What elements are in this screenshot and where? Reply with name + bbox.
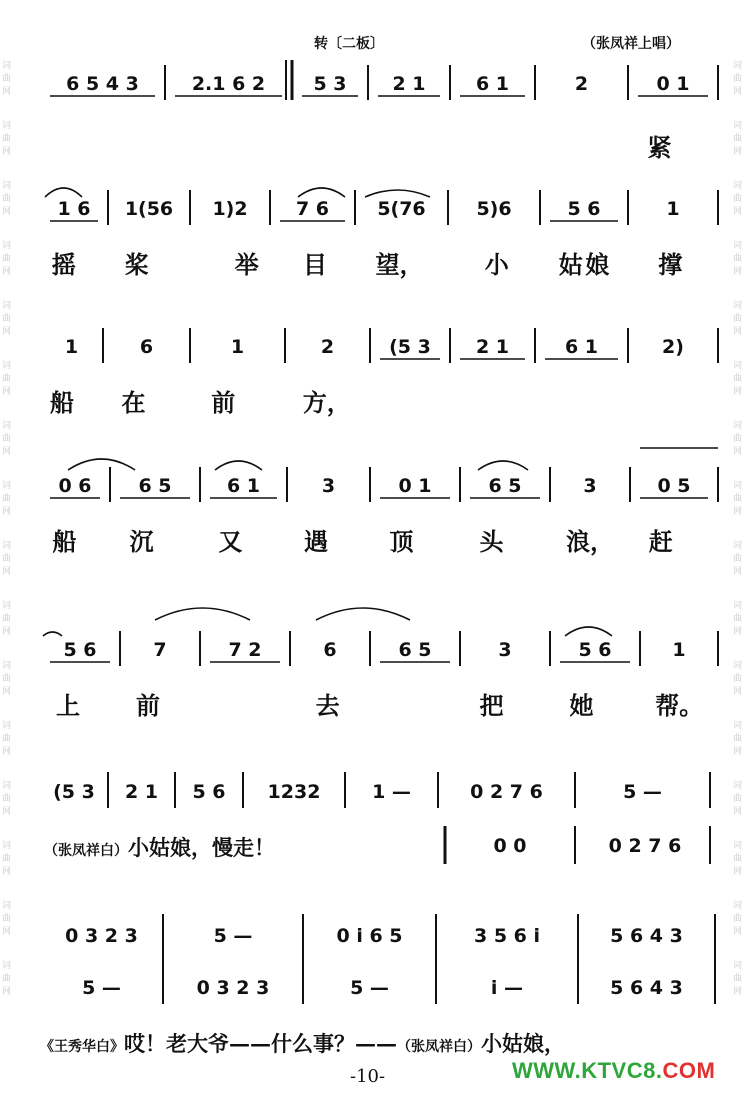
watermark-char: 曲 xyxy=(733,314,743,324)
note-group: 0 6 xyxy=(58,475,92,497)
watermark-char: 网 xyxy=(733,507,743,517)
watermark-char: 网 xyxy=(733,747,743,757)
slur xyxy=(298,188,345,197)
lyric-char: 赶 xyxy=(648,527,673,556)
note-group: 6 xyxy=(323,639,337,661)
watermark-char: 词 xyxy=(733,421,743,431)
singer-cue-label: （张凤祥上唱） xyxy=(582,36,680,52)
watermark-char: 曲 xyxy=(733,434,743,444)
watermark-char: 曲 xyxy=(2,374,12,384)
note-group: 3 5 6 i xyxy=(473,925,541,947)
footer-text-2: 小姑娘， xyxy=(481,1031,565,1056)
note-group: 5 6 xyxy=(567,198,601,220)
watermark-char: 网 xyxy=(2,807,12,817)
note-group: 5 — xyxy=(213,925,253,947)
note-group: 0 2 7 6 xyxy=(470,781,543,803)
site-watermark-tail: COM xyxy=(662,1058,716,1083)
watermark-char: 曲 xyxy=(733,974,743,984)
lyric-char: 帮。 xyxy=(655,691,704,720)
watermark-char: 网 xyxy=(733,567,743,577)
slur xyxy=(155,608,250,620)
watermark-char: 网 xyxy=(2,447,12,457)
watermark-char: 词 xyxy=(733,841,743,851)
watermark-char: 网 xyxy=(2,627,12,637)
note-group: 5 — xyxy=(82,977,121,999)
slur xyxy=(215,461,262,470)
watermark-char: 网 xyxy=(733,807,743,817)
watermark-char: 词 xyxy=(2,901,12,911)
watermark-char: 曲 xyxy=(2,134,12,144)
lyric-char: 在 xyxy=(121,388,146,417)
watermark-char: 曲 xyxy=(733,194,743,204)
watermark-char: 曲 xyxy=(2,614,12,624)
watermark-char: 曲 xyxy=(2,434,12,444)
watermark-char: 词 xyxy=(733,301,743,311)
watermark-char: 曲 xyxy=(2,674,12,684)
watermark-char: 词 xyxy=(2,661,12,671)
note-group: 2.1 6 2 xyxy=(191,73,266,95)
watermark-char: 网 xyxy=(2,87,12,97)
lyric-char: 前 xyxy=(211,388,236,417)
watermark-char: 网 xyxy=(2,327,12,337)
note-group: 6 5 xyxy=(488,475,522,497)
note-group: 6 1 xyxy=(564,336,599,358)
note-group: 0 3 2 3 xyxy=(196,977,270,999)
slur xyxy=(316,608,410,620)
watermark-char: 网 xyxy=(733,687,743,697)
watermark-char: 词 xyxy=(2,301,12,311)
lyric-char: 娘 xyxy=(585,250,610,279)
tempo-change-label: 转〔二板〕 xyxy=(314,36,384,52)
note-group: 1(56 xyxy=(124,198,174,220)
watermark-char: 词 xyxy=(733,241,743,251)
footer-speaker-2: （张凤祥白） xyxy=(397,1039,481,1055)
lyric-char: 去 xyxy=(315,691,340,720)
watermark-char: 曲 xyxy=(2,734,12,744)
note-group: 2 xyxy=(320,336,335,358)
watermark-char: 词 xyxy=(2,781,12,791)
lyric-char: 桨 xyxy=(124,250,149,279)
note-group: 1232 xyxy=(267,781,321,803)
footer-text-1: 哎！老大爷——什么事？—— xyxy=(124,1031,397,1056)
note-group: 0 5 xyxy=(657,475,691,497)
slur xyxy=(565,627,612,636)
note-group: 3 xyxy=(321,475,336,497)
watermark-char: 曲 xyxy=(733,374,743,384)
note-group: 0 3 2 3 xyxy=(65,925,138,947)
note-group: 0 0 xyxy=(493,835,527,857)
lyric-char: 望， xyxy=(375,250,424,279)
lyric-char: 撑 xyxy=(658,250,683,279)
lyric-char: 沉 xyxy=(129,527,154,556)
note-group: 6 1 xyxy=(226,475,261,497)
watermark-char: 曲 xyxy=(2,194,12,204)
watermark-char: 词 xyxy=(733,481,743,491)
watermark-char: 网 xyxy=(733,867,743,877)
watermark-char: 网 xyxy=(2,147,12,157)
watermark-char: 词 xyxy=(2,961,12,971)
lyric-char: 前 xyxy=(136,691,160,720)
note-group: 5 6 4 3 xyxy=(610,925,683,947)
note-group: 1 — xyxy=(372,781,411,803)
watermark-char: 曲 xyxy=(2,854,12,864)
watermark-char: 词 xyxy=(733,541,743,551)
watermark-char: 网 xyxy=(2,567,12,577)
slur xyxy=(43,632,62,636)
note-group: 5 6 xyxy=(192,781,226,803)
watermark-char: 曲 xyxy=(2,914,12,924)
watermark-char: 网 xyxy=(733,267,743,277)
note-group: 5 6 4 3 xyxy=(610,977,683,999)
lyric-char: 把 xyxy=(479,691,504,720)
lyric-char: 顶 xyxy=(389,527,414,556)
watermark-char: 词 xyxy=(2,121,12,131)
note-group: 1 xyxy=(64,336,79,358)
lyric-char: 姑 xyxy=(558,250,583,279)
watermark-char: 曲 xyxy=(733,134,743,144)
lyric-char: 又 xyxy=(218,527,243,556)
note-group: 5 3 xyxy=(313,73,347,95)
note-group: 6 5 xyxy=(138,475,172,497)
watermark-char: 词 xyxy=(733,361,743,371)
lyric-char: 她 xyxy=(569,691,594,720)
watermark-char: 曲 xyxy=(733,554,743,564)
watermark-char: 曲 xyxy=(2,314,12,324)
watermark-char: 词 xyxy=(2,241,12,251)
watermark-char: 词 xyxy=(733,901,743,911)
watermark-char: 词 xyxy=(733,781,743,791)
watermark-char: 词 xyxy=(2,721,12,731)
note-group: 2 1 xyxy=(124,781,159,803)
dialogue-speaker: （张凤祥白） xyxy=(44,843,128,859)
watermark-char: 网 xyxy=(733,927,743,937)
lyric-char: 浪， xyxy=(566,527,614,556)
watermark-char: 网 xyxy=(733,627,743,637)
lyric-char: 头 xyxy=(479,527,504,556)
watermark-char: 曲 xyxy=(2,494,12,504)
watermark-char: 曲 xyxy=(733,674,743,684)
lyric-char: 船 xyxy=(52,527,77,556)
note-group: 5)6 xyxy=(476,198,512,220)
watermark-char: 词 xyxy=(733,601,743,611)
watermark-char: 曲 xyxy=(2,554,12,564)
note-group: 5 6 xyxy=(578,639,612,661)
note-group: 7 2 xyxy=(228,639,262,661)
lyric-char: 船 xyxy=(50,388,75,417)
watermark-char: 网 xyxy=(2,207,12,217)
note-group: 0 1 xyxy=(656,73,690,95)
note-group: 1 6 xyxy=(57,198,91,220)
watermark-char: 曲 xyxy=(733,74,743,84)
note-group: 1)2 xyxy=(212,198,248,220)
watermark-char: 网 xyxy=(2,507,12,517)
note-group: 2 1 xyxy=(475,336,510,358)
page-number: -10- xyxy=(350,1066,386,1087)
watermark-char: 网 xyxy=(733,327,743,337)
slur xyxy=(478,461,528,470)
watermark-char: 曲 xyxy=(733,254,743,264)
slur xyxy=(68,459,135,470)
lyric-char: 举 xyxy=(234,250,259,279)
watermark-char: 词 xyxy=(2,601,12,611)
lyric-char: 摇 xyxy=(51,250,76,279)
watermark-char: 网 xyxy=(733,387,743,397)
note-group: i — xyxy=(490,977,524,999)
watermark-char: 词 xyxy=(2,841,12,851)
note-group: (5 3 xyxy=(53,781,95,803)
footer-dialogue xyxy=(40,1028,565,1058)
watermark-char: 网 xyxy=(2,687,12,697)
watermark-char: 词 xyxy=(733,721,743,731)
site-watermark-main: WWW.KTVC8. xyxy=(512,1058,663,1083)
note-group: 1 xyxy=(230,336,245,358)
note-group: 6 1 xyxy=(475,73,510,95)
note-group: 6 5 4 3 xyxy=(66,73,139,95)
site-watermark-logo xyxy=(512,1058,715,1084)
watermark-char: 网 xyxy=(2,987,12,997)
lyric-char: 目 xyxy=(303,250,328,279)
note-group: 1 xyxy=(672,639,686,661)
lyric-char: 小 xyxy=(484,250,509,279)
watermark-char: 词 xyxy=(2,61,12,71)
watermark-char: 网 xyxy=(733,207,743,217)
watermark-char: 网 xyxy=(2,267,12,277)
watermark-char: 词 xyxy=(2,541,12,551)
watermark-char: 词 xyxy=(733,61,743,71)
note-group: 2 xyxy=(574,73,589,95)
note-group: 7 xyxy=(153,639,167,661)
watermark-char: 曲 xyxy=(2,254,12,264)
watermark-char: 曲 xyxy=(733,614,743,624)
watermark-char: 词 xyxy=(733,181,743,191)
watermark-char: 词 xyxy=(2,421,12,431)
note-group: 0 2 7 6 xyxy=(608,835,682,857)
slur xyxy=(365,190,430,197)
watermark-char: 曲 xyxy=(733,734,743,744)
watermark-char: 网 xyxy=(2,867,12,877)
note-group: 2 1 xyxy=(392,73,426,95)
slur xyxy=(45,188,82,197)
note-group: 5(76 xyxy=(377,198,426,220)
watermark-char: 网 xyxy=(733,87,743,97)
watermark-char: 曲 xyxy=(733,914,743,924)
watermark-char: 词 xyxy=(733,121,743,131)
dialogue-text: 小姑娘，慢走！ xyxy=(128,835,275,860)
watermark-char: 词 xyxy=(2,181,12,191)
watermark-char: 词 xyxy=(2,481,12,491)
watermark-char: 词 xyxy=(733,961,743,971)
footer-speaker-1: 《王秀华白》 xyxy=(40,1039,124,1055)
watermark-char: 网 xyxy=(733,447,743,457)
watermark-char: 词 xyxy=(733,661,743,671)
watermark-char: 曲 xyxy=(733,794,743,804)
note-group: 6 xyxy=(139,336,154,358)
note-group: 5 6 xyxy=(63,639,97,661)
note-group: 6 5 xyxy=(398,639,432,661)
watermark-char: 网 xyxy=(2,747,12,757)
watermark-char: 曲 xyxy=(2,974,12,984)
note-group: 2) xyxy=(662,336,684,358)
lyric-char: 方， xyxy=(302,388,351,417)
watermark-char: 网 xyxy=(2,927,12,937)
note-group: 5 — xyxy=(350,977,389,999)
watermark-char: 曲 xyxy=(733,854,743,864)
note-group: 3 xyxy=(498,639,512,661)
note-group: 0 i 6 5 xyxy=(336,925,403,947)
watermark-char: 网 xyxy=(733,147,743,157)
watermark-char: 词 xyxy=(2,361,12,371)
note-group: 1 xyxy=(666,198,680,220)
lyric-char: 遇 xyxy=(304,527,329,556)
lyric-char: 紧 xyxy=(647,133,672,162)
watermark-char: 曲 xyxy=(2,74,12,84)
note-group: 0 1 xyxy=(398,475,432,497)
watermark-char: 曲 xyxy=(2,794,12,804)
lyric-char: 上 xyxy=(56,691,80,720)
watermark-char: 曲 xyxy=(733,494,743,504)
note-group: (5 3 xyxy=(389,336,431,358)
note-group: 5 — xyxy=(623,781,662,803)
dialogue-row6 xyxy=(44,832,275,862)
watermark-char: 网 xyxy=(2,387,12,397)
note-group: 3 xyxy=(583,475,597,497)
watermark-char: 网 xyxy=(733,987,743,997)
note-group: 7 6 xyxy=(295,198,330,220)
